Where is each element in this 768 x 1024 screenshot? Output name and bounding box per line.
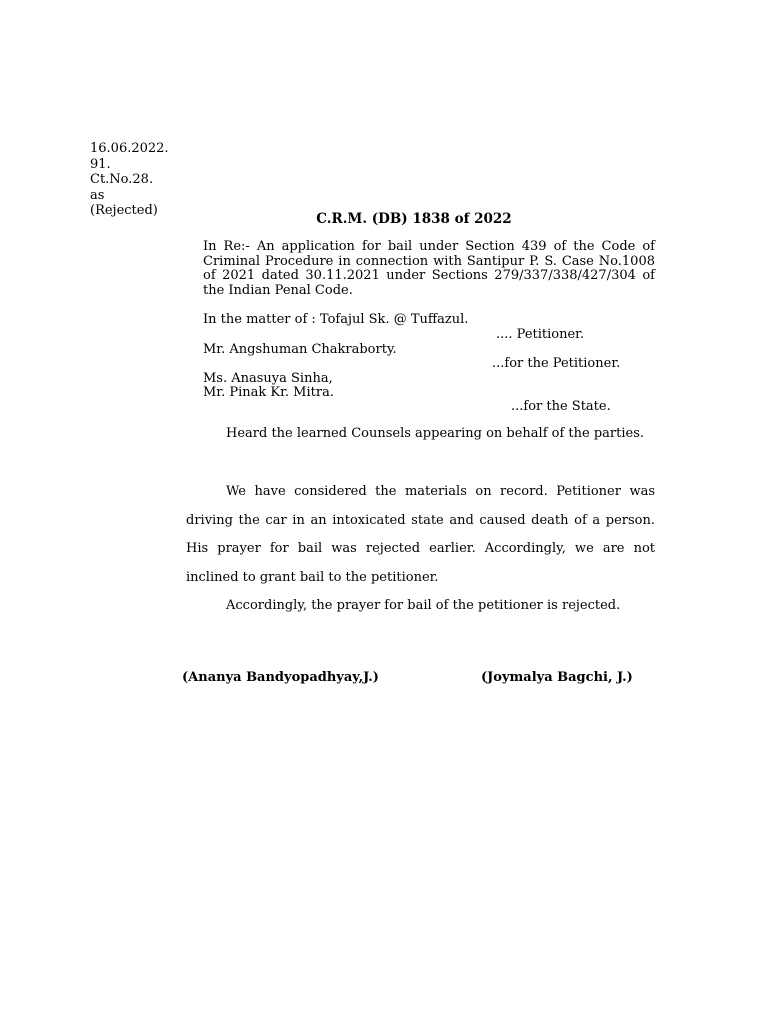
- margin-notes: [90, 141, 169, 219]
- order-date: 16.06.2022.: [90, 141, 169, 156]
- matter-line: In the matter of : Tofajul Sk. @ Tuffazul.: [203, 312, 469, 327]
- initials: as: [90, 187, 105, 203]
- case-title: C.R.M. (DB) 1838 of 2022: [316, 211, 512, 227]
- paragraph-heard: [186, 420, 655, 449]
- paragraph-heard-text: Heard the learned Counsels appearing on behalf of the parties.: [226, 426, 645, 441]
- petitioner-counsel: Mr. Angshuman Chakraborty.: [203, 342, 397, 357]
- paragraph-rejected: [186, 592, 655, 621]
- state-counsel-role: ...for the State.: [511, 399, 611, 414]
- signature-judge-1: (Ananya Bandyopadhyay,J.): [182, 670, 379, 685]
- signature-judge-2: (Joymalya Bagchi, J.): [481, 670, 633, 685]
- petitioner-counsel-role: ...for the Petitioner.: [492, 356, 621, 371]
- paragraph-considered: [186, 478, 655, 592]
- item-number: 91.: [90, 156, 111, 172]
- paragraph-rejected-text: Accordingly, the prayer for bail of the petitioner is rejected.: [226, 598, 621, 613]
- paragraph-considered-text: We have considered the materials on record. Petitioner was driving the car in an intoxicated state and caused death of a person. His prayer for bail was rejected earlier. Accordingly, we are not inclined to grant bail to the petitioner.: [186, 484, 655, 585]
- order-status: (Rejected): [90, 203, 158, 218]
- court-number: Ct.No.28.: [90, 172, 154, 187]
- petitioner-role: .... Petitioner.: [496, 327, 585, 342]
- state-counsel-1: Ms. Anasuya Sinha,: [203, 371, 333, 386]
- in-re-paragraph: In Re:- An application for bail under Section 439 of the Code of Criminal Procedure in connection with Santipur P. S. Case No.1008 of 2021 dated 30.11.2021 under Sections 279/337/338/427/304 of the Indian Penal Code.: [203, 239, 655, 298]
- state-counsel-2: Mr. Pinak Kr. Mitra.: [203, 385, 334, 400]
